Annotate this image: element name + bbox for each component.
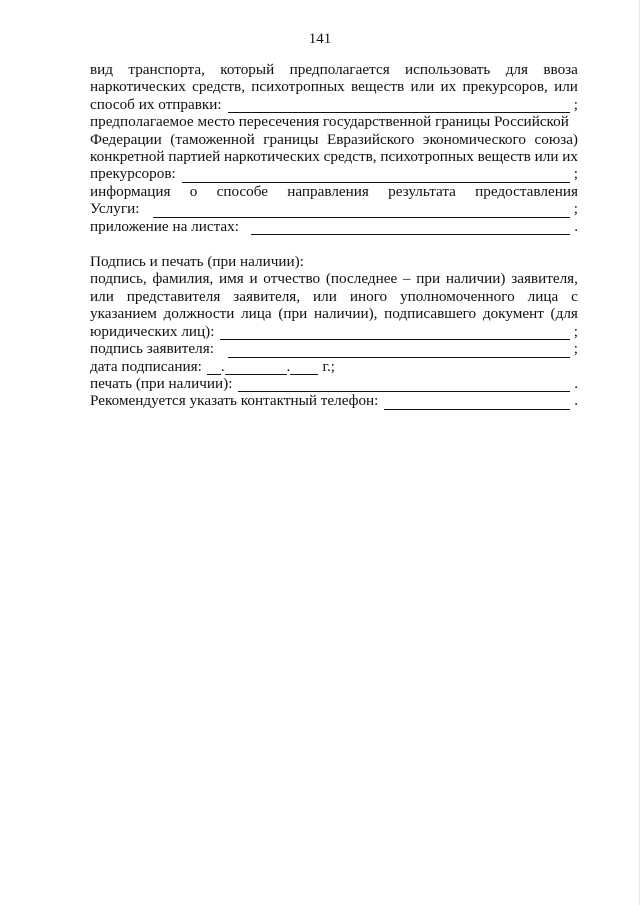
signature-fio-line-2: или представителя заявителя, или иного уполномоченного лица с (90, 287, 578, 305)
signature-fio-line-1: подпись, фамилия, имя и отчество (последнее – при наличии) заявителя, (90, 270, 578, 288)
signing-date-label: дата подписания: (90, 357, 202, 375)
result-method-field[interactable] (153, 204, 569, 218)
stamp-label: печать (при наличии): (90, 374, 233, 392)
border-crossing-field[interactable] (182, 169, 570, 183)
signatory-fio-row: юридических лиц): ; (90, 322, 578, 340)
stamp-row: печать (при наличии): . (90, 374, 578, 392)
border-line-1: предполагаемое место пересечения государственной границы Российской (90, 113, 569, 131)
applicant-signature-field[interactable] (228, 344, 570, 358)
shipment-method-label: способ их отправки: (90, 95, 222, 113)
border-line-2: Федерации (таможенной границы Евразийского экономического союза) (90, 130, 578, 148)
date-month-field[interactable] (225, 361, 287, 375)
border-line-3: конкретной партией наркотических средств, психотропных веществ или их (90, 148, 578, 166)
signatory-fio-field[interactable] (220, 326, 569, 340)
contact-phone-row: Рекомендуется указать контактный телефон: . (90, 392, 578, 410)
contact-phone-field[interactable] (384, 396, 570, 410)
attachment-row: приложение на листах: . (90, 217, 578, 235)
page-number: 141 (308, 31, 332, 47)
signature-heading: Подпись и печать (при наличии): (90, 253, 304, 271)
shipment-method-row: способ их отправки: ; (90, 95, 578, 113)
date-day-field[interactable] (207, 361, 221, 375)
border-crossing-label: прекурсоров: (90, 165, 176, 183)
result-line-1: информация о способе направления результата предоставления (90, 182, 578, 200)
form-content (90, 61, 578, 410)
shipment-method-field[interactable] (228, 99, 570, 113)
result-method-label: Услуги: (90, 200, 140, 218)
signature-fio-line-3: указанием должности лица (при наличии), подписавшего документ (для (90, 305, 578, 323)
result-method-row: Услуги: ; (90, 200, 578, 218)
applicant-signature-row: подпись заявителя: ; (90, 340, 578, 358)
date-year-field[interactable] (290, 361, 318, 375)
signatory-fio-label: юридических лиц): (90, 322, 215, 340)
transport-line-1: вид транспорта, который предполагается использовать для ввоза (90, 61, 578, 78)
applicant-signature-label: подпись заявителя: (90, 340, 214, 358)
transport-line-2: наркотических средств, психотропных веществ или их прекурсоров, или (90, 78, 578, 96)
contact-phone-label: Рекомендуется указать контактный телефон: (90, 392, 379, 410)
border-crossing-row: прекурсоров: ; (90, 165, 578, 183)
signing-date-row: дата подписания: . . г.; (90, 357, 335, 375)
stamp-field[interactable] (238, 378, 570, 392)
attachment-label: приложение на листах: (90, 217, 239, 235)
attachment-field[interactable] (251, 221, 570, 235)
